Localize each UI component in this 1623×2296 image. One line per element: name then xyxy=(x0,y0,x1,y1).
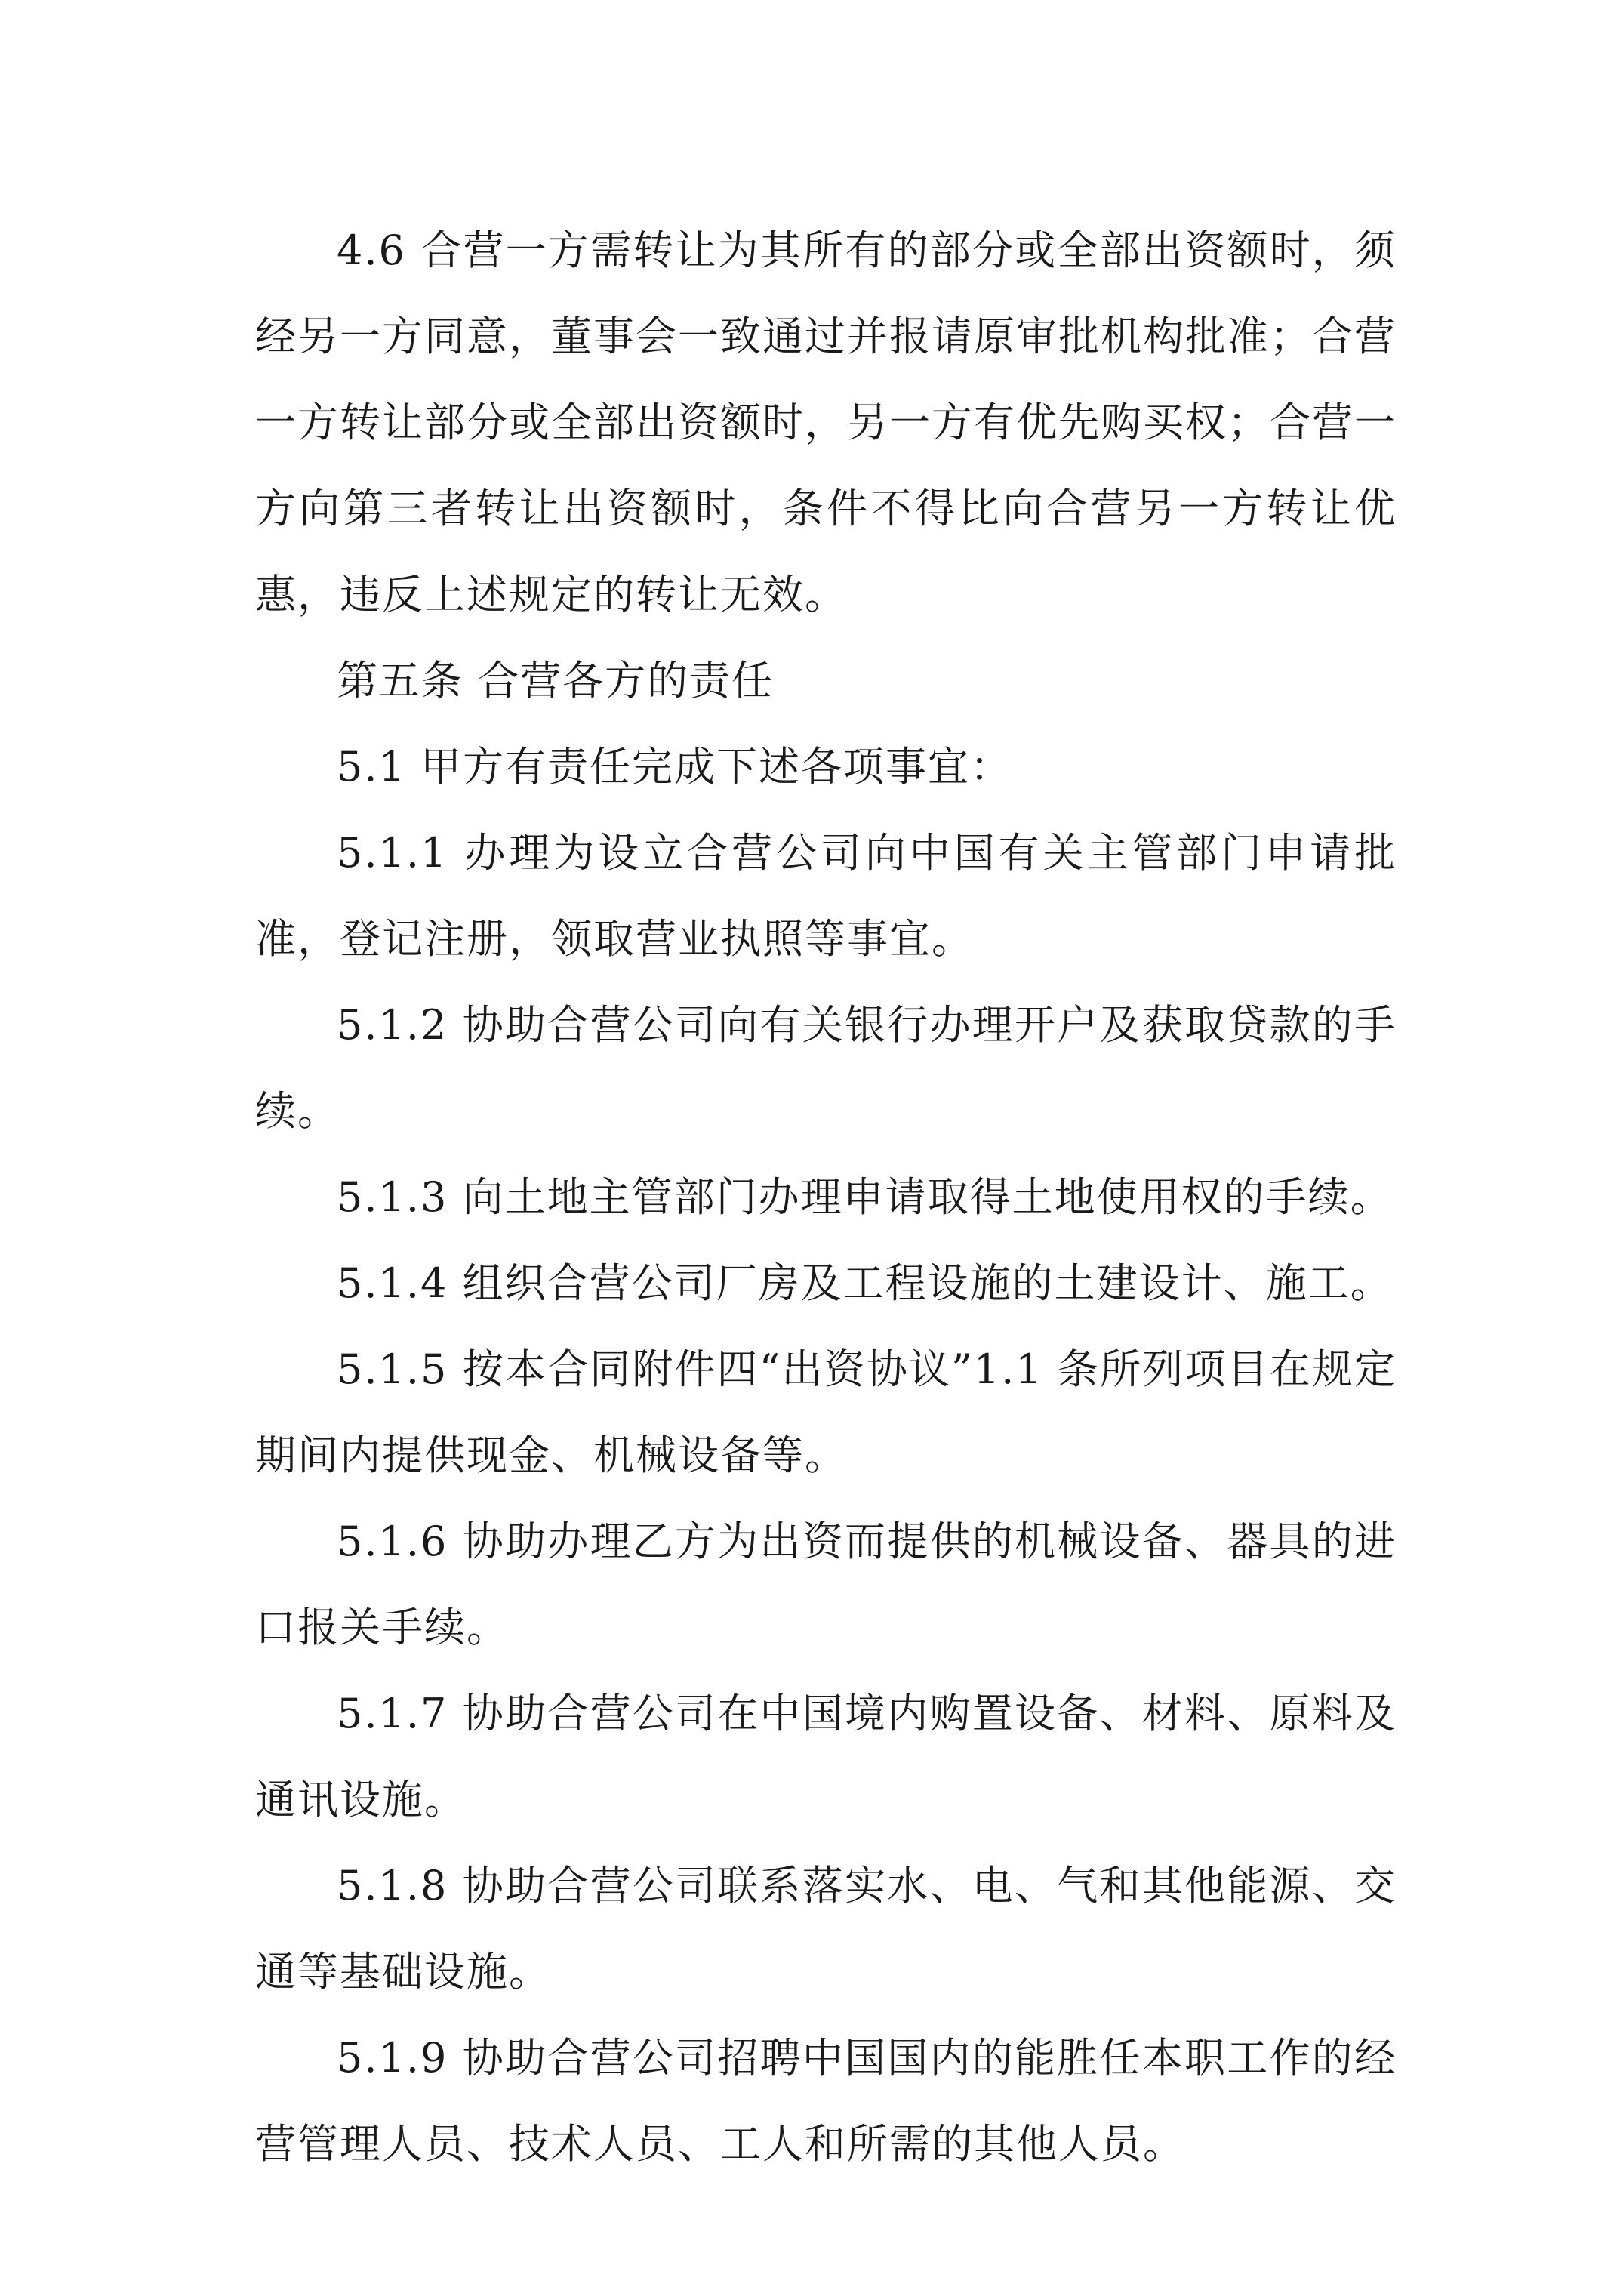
clause-5-1-6: 5.1.6 协助办理乙方为出资而提供的机械设备、器具的进口报关手续。 xyxy=(255,1518,1397,1651)
clause-4-6: 4.6 合营一方需转让为其所有的部分或全部出资额时，须经另一方同意，董事会一致通过并报请原审批机构批准；合营一方转让部分或全部出资额时，另一方有优先购买权；合营一方向第三者转让出资额时，条件不得比向合营另一方转让优惠，违反上述规定的转让无效。 xyxy=(255,227,1397,618)
clause-5-1-9: 5.1.9 协助合营公司招聘中国国内的能胜任本职工作的经营管理人员、技术人员、工人和所需的其他人员。 xyxy=(255,2034,1397,2168)
clause-5-1-8: 5.1.8 协助合营公司联系落实水、电、气和其他能源、交通等基础设施。 xyxy=(255,1862,1397,1996)
clause-5-1-3: 5.1.3 向土地主管部门办理申请取得土地使用权的手续。 xyxy=(337,1173,1393,1221)
clause-5-1: 5.1 甲方有责任完成下述各项事宜： xyxy=(337,743,1013,791)
clause-5-1-7: 5.1.7 协助合营公司在中国境内购置设备、材料、原料及通讯设施。 xyxy=(255,1690,1397,1823)
clause-5-1-4: 5.1.4 组织合营公司厂房及工程设施的土建设计、施工。 xyxy=(337,1259,1393,1307)
clause-5-1-5: 5.1.5 按本合同附件四“出资协议”1.1 条所列项目在规定期间内提供现金、机械设备等。 xyxy=(255,1345,1397,1479)
clause-5-1-2: 5.1.2 协助合营公司向有关银行办理开户及获取贷款的手续。 xyxy=(255,1001,1397,1135)
article-5-heading: 第五条 合营各方的责任 xyxy=(337,657,775,704)
document-body xyxy=(255,208,1397,2187)
clause-5-1-1: 5.1.1 办理为设立合营公司向中国有关主管部门申请批准，登记注册，领取营业执照等事宜。 xyxy=(255,829,1397,963)
